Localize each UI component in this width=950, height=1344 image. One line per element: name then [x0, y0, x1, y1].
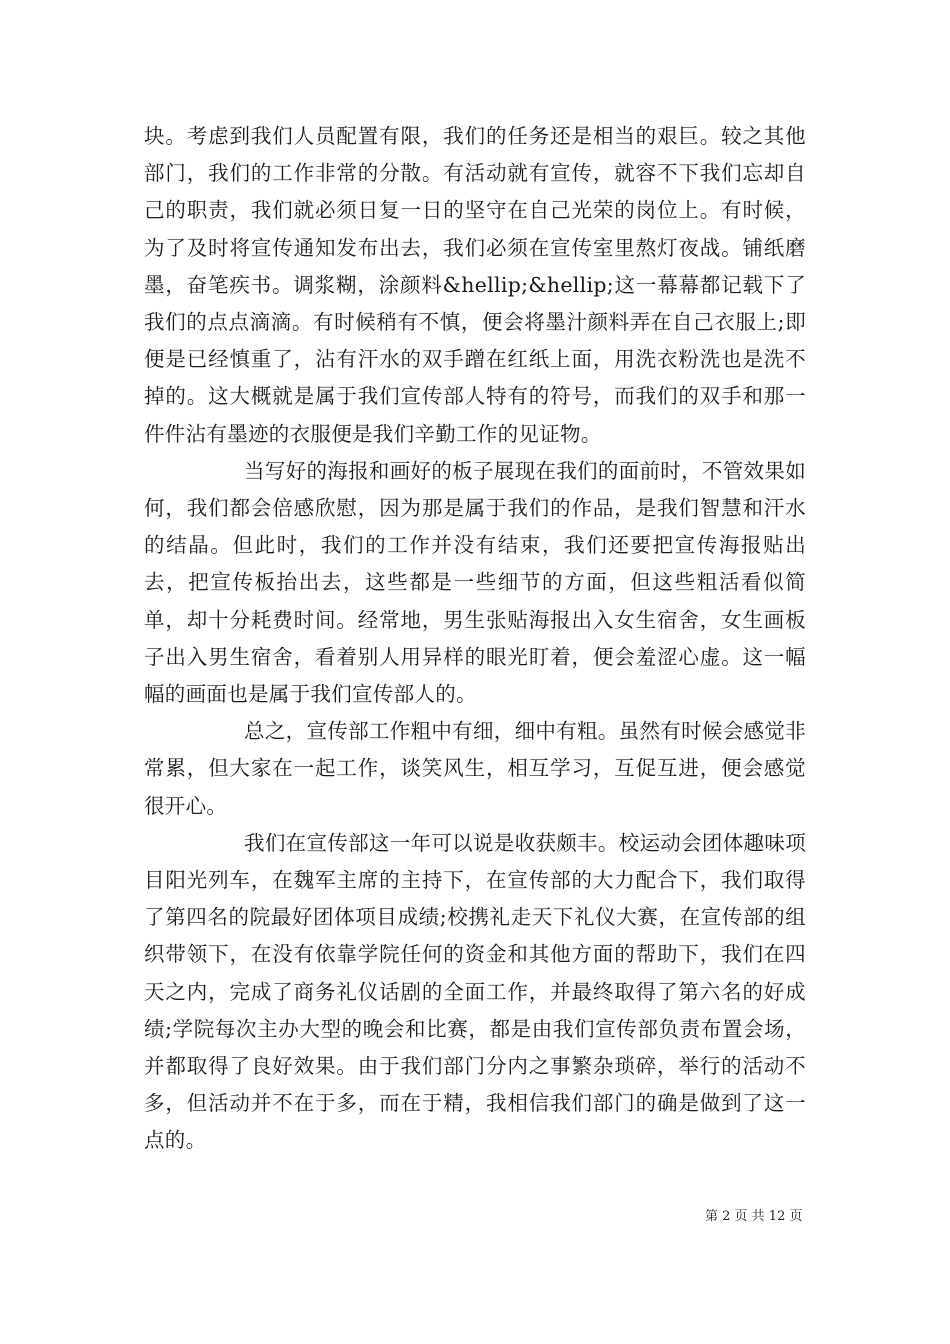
page-number-footer: 第 2 页 共 12 页: [705, 1209, 803, 1224]
paragraph-1: 块。考虑到我们人员配置有限，我们的任务还是相当的艰巨。较之其他部门，我们的工作非常的分散。有活动就有宣传，就容不下我们忘却自己的职责，我们就必须日复一日的坚守在自己光荣的岗位上。有时候，为了及时将宣传通知发布出去，我们必须在宣传室里熬灯夜战。铺纸磨墨，奋笔疾书。调浆糊，涂颜料&hellip;&hellip;这一幕幕都记载下了我们的点点滴滴。有时候稍有不慎，便会将墨汁颜料弄在自己衣服上;即便是已经慎重了，沾有汗水的双手蹭在红纸上面，用洗衣粉洗也是洗不掉的。这大概就是属于我们宣传部人特有的符号，而我们的双手和那一件件沾有墨迹的衣服便是我们辛勤工作的见证物。: [144, 124, 806, 446]
paragraph-4: 我们在宣传部这一年可以说是收获颇丰。校运动会团体趣味项目阳光列车，在魏军主席的主持下，在宣传部的大力配合下，我们取得了第四名的院最好团体项目成绩;校携礼走天下礼仪大赛，在宣传部的组织带领下，在没有依靠学院任何的资金和其他方面的帮助下，我们在四天之内，完成了商务礼仪话剧的全面工作，并最终取得了第六名的好成绩;学院每次主办大型的晚会和比赛，都是由我们宣传部负责布置会场，并都取得了良好效果。由于我们部门分内之事繁杂琐碎，举行的活动不多，但活动并不在于多，而在于精，我相信我们部门的确是做到了这一点的。: [144, 830, 806, 1153]
paragraph-2: 当写好的海报和画好的板子展现在我们的面前时，不管效果如何，我们都会倍感欣慰，因为那是属于我们的作品，是我们智慧和汗水的结晶。但此时，我们的工作并没有结束，我们还要把宣传海报贴出去，把宣传板抬出去，这些都是一些细节的方面，但这些粗活看似简单，却十分耗费时间。经常地，男生张贴海报出入女生宿舍，女生画板子出入男生宿舍，看着别人用异样的眼光盯着，便会羞涩心虚。这一幅幅的画面也是属于我们宣传部人的。: [144, 458, 806, 707]
paragraph-3: 总之，宣传部工作粗中有细，细中有粗。虽然有时候会感觉非常累，但大家在一起工作，谈笑风生，相互学习，互促互进，便会感觉很开心。: [144, 719, 806, 818]
document-body: [144, 118, 806, 1160]
